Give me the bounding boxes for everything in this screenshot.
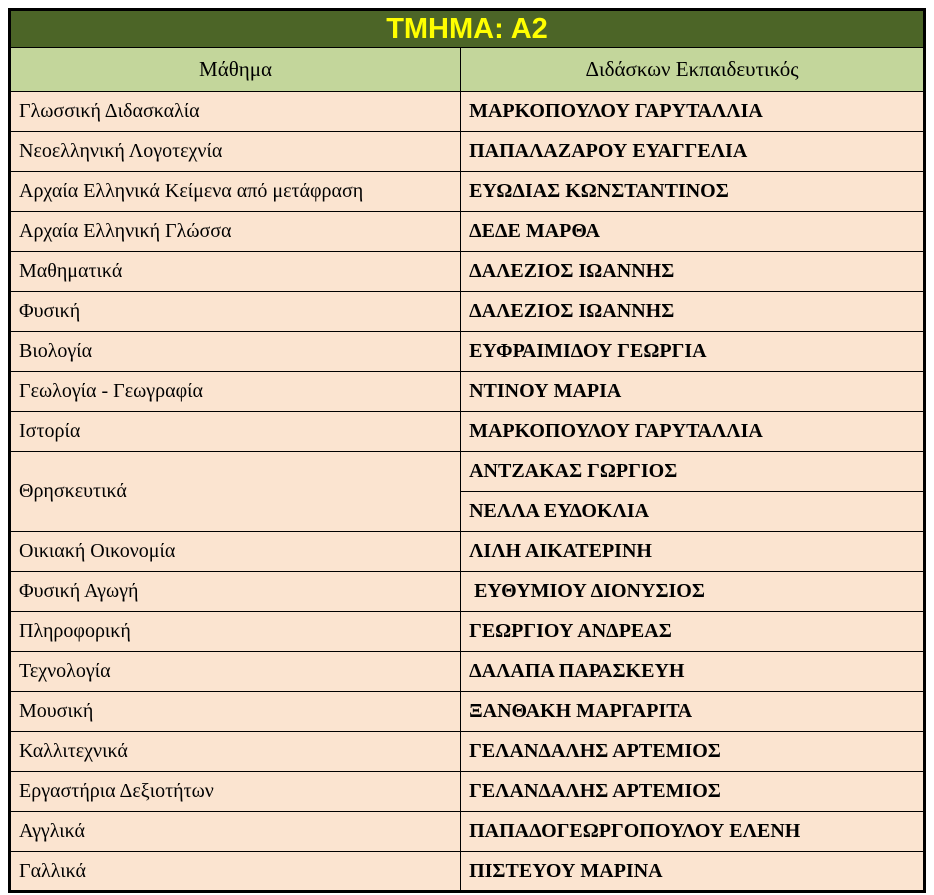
- subject-cell: Γαλλικά: [10, 852, 461, 892]
- subject-cell: Αγγλικά: [10, 812, 461, 852]
- table-row: [10, 812, 925, 852]
- teacher-cell: ΔΑΛΑΠΑ ΠΑΡΑΣΚΕΥΗ: [461, 652, 925, 692]
- teacher-cell: ΠΑΠΑΛΑΖΑΡΟΥ ΕΥΑΓΓΕΛΙΑ: [461, 132, 925, 172]
- subject-cell: Εργαστήρια Δεξιοτήτων: [10, 772, 461, 812]
- teacher-cell: ΓΕΩΡΓΙΟΥ ΑΝΔΡΕΑΣ: [461, 612, 925, 652]
- table-row: [10, 532, 925, 572]
- table-row: [10, 572, 925, 612]
- teacher-cell: ΞΑΝΘΑΚΗ ΜΑΡΓΑΡΙΤΑ: [461, 692, 925, 732]
- subject-cell: Γλωσσική Διδασκαλία: [10, 92, 461, 132]
- teacher-cell: ΕΥΦΡΑΙΜΙΔΟΥ ΓΕΩΡΓΙΑ: [461, 332, 925, 372]
- table-row: [10, 212, 925, 252]
- teacher-cell: ΝΤΙΝΟΥ ΜΑΡΙΑ: [461, 372, 925, 412]
- subject-cell: Φυσική: [10, 292, 461, 332]
- subject-cell: Γεωλογία - Γεωγραφία: [10, 372, 461, 412]
- table-row: [10, 692, 925, 732]
- teacher-cell: ΔΕΔΕ ΜΑΡΘΑ: [461, 212, 925, 252]
- subject-cell: Τεχνολογία: [10, 652, 461, 692]
- class-schedule-table: [8, 8, 926, 893]
- subject-cell: Καλλιτεχνικά: [10, 732, 461, 772]
- class-schedule: [8, 8, 926, 889]
- table-title: ΤΜΗΜΑ: Α2: [10, 10, 925, 48]
- teacher-cell: ΜΑΡΚΟΠΟΥΛΟΥ ΓΑΡΥΤΑΛΛΙΑ: [461, 412, 925, 452]
- teacher-cell: ΔΑΛΕΖΙΟΣ ΙΩΑΝΝΗΣ: [461, 292, 925, 332]
- table-row: [10, 292, 925, 332]
- subject-cell: Βιολογία: [10, 332, 461, 372]
- subject-cell: Μαθηματικά: [10, 252, 461, 292]
- table-head: [10, 10, 925, 92]
- teacher-cell: ΠΙΣΤΕΥΟΥ ΜΑΡΙΝΑ: [461, 852, 925, 892]
- title-row: [10, 10, 925, 48]
- subject-cell: Αρχαία Ελληνική Γλώσσα: [10, 212, 461, 252]
- subject-cell: Αρχαία Ελληνικά Κείμενα από μετάφραση: [10, 172, 461, 212]
- column-header-teacher: Διδάσκων Εκπαιδευτικός: [461, 48, 925, 92]
- subject-cell: Νεοελληνική Λογοτεχνία: [10, 132, 461, 172]
- teacher-cell: ΑΝΤΖΑΚΑΣ ΓΩΡΓΙΟΣ: [461, 452, 925, 492]
- table-row: [10, 332, 925, 372]
- table-row: [10, 772, 925, 812]
- subject-cell: Θρησκευτικά: [10, 452, 461, 532]
- table-row: [10, 252, 925, 292]
- subject-cell: Φυσική Αγωγή: [10, 572, 461, 612]
- teacher-cell: ΜΑΡΚΟΠΟΥΛΟΥ ΓΑΡΥΤΑΛΛΙΑ: [461, 92, 925, 132]
- teacher-cell: ΛΙΛΗ ΑΙΚΑΤΕΡΙΝΗ: [461, 532, 925, 572]
- teacher-cell: ΠΑΠΑΔΟΓΕΩΡΓΟΠΟΥΛΟΥ ΕΛΕΝΗ: [461, 812, 925, 852]
- subject-cell: Οικιακή Οικονομία: [10, 532, 461, 572]
- column-header-row: [10, 48, 925, 92]
- table-row: [10, 652, 925, 692]
- table-row: [10, 732, 925, 772]
- subject-cell: Πληροφορική: [10, 612, 461, 652]
- table-row: [10, 452, 925, 492]
- teacher-cell: ΓΕΛΑΝΔΑΛΗΣ ΑΡΤΕΜΙΟΣ: [461, 732, 925, 772]
- subject-cell: Μουσική: [10, 692, 461, 732]
- table-row: [10, 92, 925, 132]
- teacher-cell: ΕΥΘΥΜΙΟΥ ΔΙΟΝΥΣΙΟΣ: [461, 572, 925, 612]
- teacher-cell: ΝΕΛΛΑ ΕΥΔΟΚΛΙΑ: [461, 492, 925, 532]
- table-row: [10, 132, 925, 172]
- teacher-cell: ΕΥΩΔΙΑΣ ΚΩΝΣΤΑΝΤΙΝΟΣ: [461, 172, 925, 212]
- teacher-cell: ΓΕΛΑΝΔΑΛΗΣ ΑΡΤΕΜΙΟΣ: [461, 772, 925, 812]
- table-row: [10, 612, 925, 652]
- table-body: [10, 92, 925, 892]
- subject-cell: Ιστορία: [10, 412, 461, 452]
- teacher-cell: ΔΑΛΕΖΙΟΣ ΙΩΑΝΝΗΣ: [461, 252, 925, 292]
- table-row: [10, 372, 925, 412]
- table-row: [10, 852, 925, 892]
- column-header-subject: Μάθημα: [10, 48, 461, 92]
- table-row: [10, 412, 925, 452]
- table-row: [10, 172, 925, 212]
